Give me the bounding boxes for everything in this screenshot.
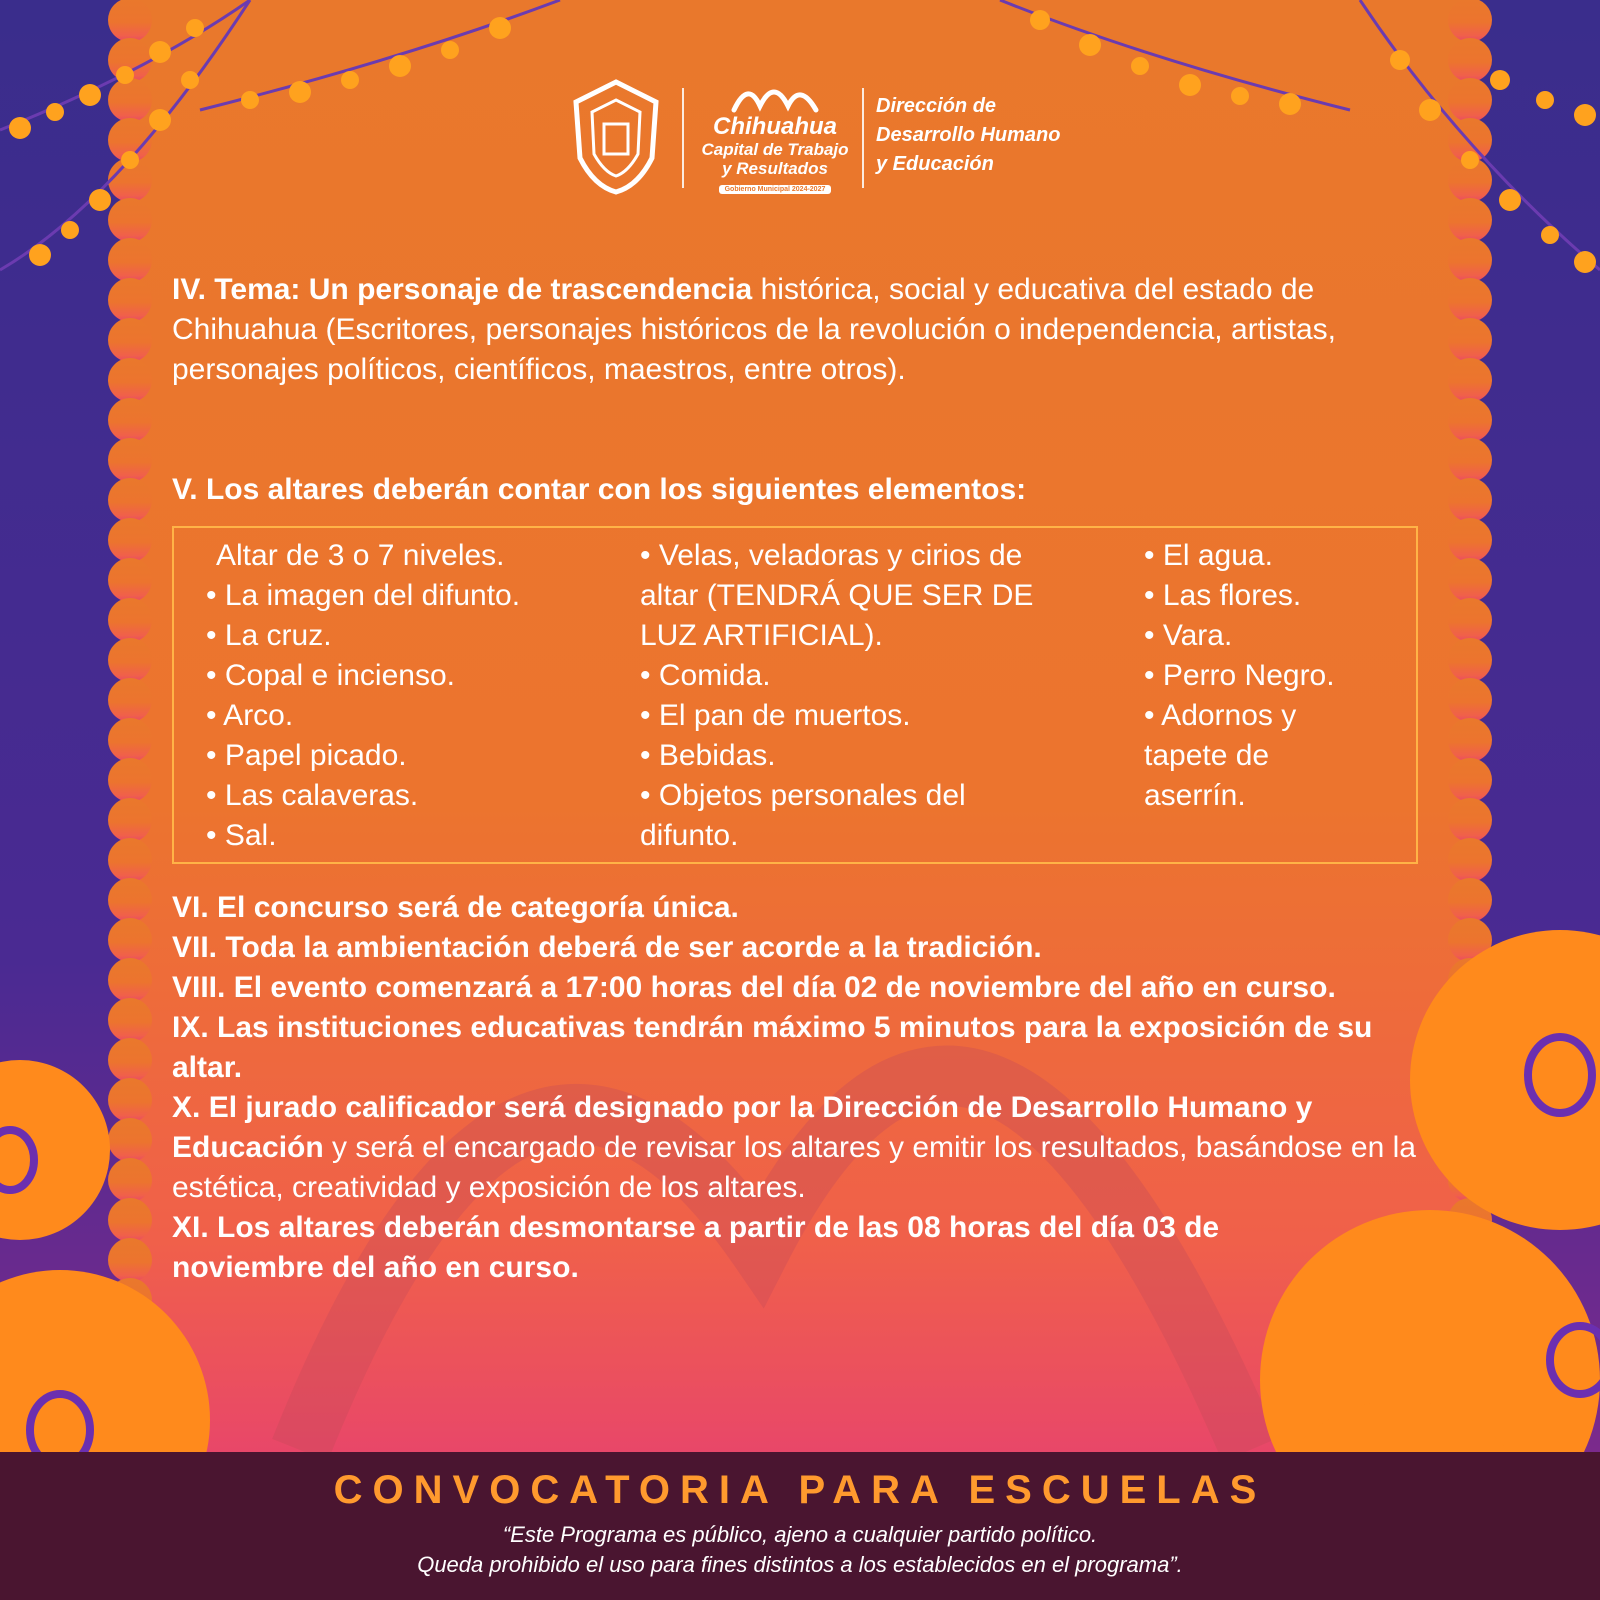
footer-title: CONVOCATORIA PARA ESCUELAS [333,1468,1267,1512]
section-vii: VII. Toda la ambientación deberá de ser acorde a la tradición. [172,931,1042,964]
list-item: Altar de 3 o 7 niveles. [216,539,505,572]
section-ix: IX. Las instituciones educativas tendrán máximo 5 minutos para la exposición de su altar. [172,1011,1373,1084]
list-item: • Papel picado. [206,739,407,772]
list-item: • Bebidas. [640,739,776,772]
city-gov-badge: Gobierno Municipal 2024-2027 [719,185,832,194]
list-item: difunto. [640,819,739,852]
elements-column-1 [206,536,520,856]
list-item: aserrín. [1144,779,1246,812]
city-slogan-1: Capital de Trabajo [701,140,849,159]
section-vi: VI. El concurso será de categoría única. [172,891,739,924]
header-divider-2 [862,88,864,188]
list-item: LUZ ARTIFICIAL). [640,619,883,652]
list-item: • Velas, veladoras y cirios de [640,539,1023,572]
section-iv-bold: Tema: Un personaje de trascendencia [214,273,753,306]
section-iv-numeral: IV. [172,273,206,306]
elements-column-3 [1144,536,1335,816]
elements-column-2 [640,536,1033,856]
rules-list [172,888,1432,1288]
list-item: • El pan de muertos. [640,699,911,732]
section-iv-text: histórica, social y educativa del estado de Chihuahua (Escritores, personajes históricos de la revolución o independencia, artistas, personajes políticos, científicos, maestros, entre otros). [172,273,1336,386]
city-logo [690,76,860,200]
list-item: • La cruz. [206,619,332,652]
list-item: • Comida. [640,659,771,692]
list-item: altar (TENDRÁ QUE SER DE [640,579,1034,612]
footer-note-2: Queda prohibido el uso para fines distintos a los establecidos en el programa”. [417,1552,1183,1577]
section-v-title: V. Los altares deberán contar con los siguientes elementos: [172,473,1027,506]
city-name: Chihuahua [713,113,837,140]
mountain-icon [730,76,820,114]
city-slogan-2: y Resultados [722,159,828,178]
list-item: • El agua. [1144,539,1273,572]
section-x: X. El jurado calificador será designado por la Dirección de Desarrollo Humano y Educación y será el encargado de revisar los altares y emitir los resultados, basándose en la estética, creatividad y exposición de los altares. [172,1091,1416,1204]
list-item: tapete de [1144,739,1270,772]
list-item: • Perro Negro. [1144,659,1335,692]
header-divider [682,88,684,188]
elements-box [172,526,1418,864]
list-item: • Sal. [206,819,277,852]
section-iv [172,270,1432,390]
list-item: • Objetos personales del [640,779,966,812]
section-viii: VIII. El evento comenzará a 17:00 horas del día 02 de noviembre del año en curso. [172,971,1336,1004]
list-item: • Adornos y [1144,699,1297,732]
list-item: • La imagen del difunto. [206,579,521,612]
department-name: Dirección de Desarrollo Humano y Educación [876,95,1061,175]
list-item: • Las flores. [1144,579,1302,612]
list-item: • Las calaveras. [206,779,419,812]
list-item: • Copal e incienso. [206,659,455,692]
list-item: • Vara. [1144,619,1233,652]
section-xi: XI. Los altares deberán desmontarse a partir de las 08 horas del día 03 de noviembre del año en curso. [172,1211,1220,1284]
list-item: • Arco. [206,699,294,732]
municipal-seal-icon [568,78,664,196]
footer-note-1: “Este Programa es público, ajeno a cualquier partido político. [502,1522,1098,1547]
